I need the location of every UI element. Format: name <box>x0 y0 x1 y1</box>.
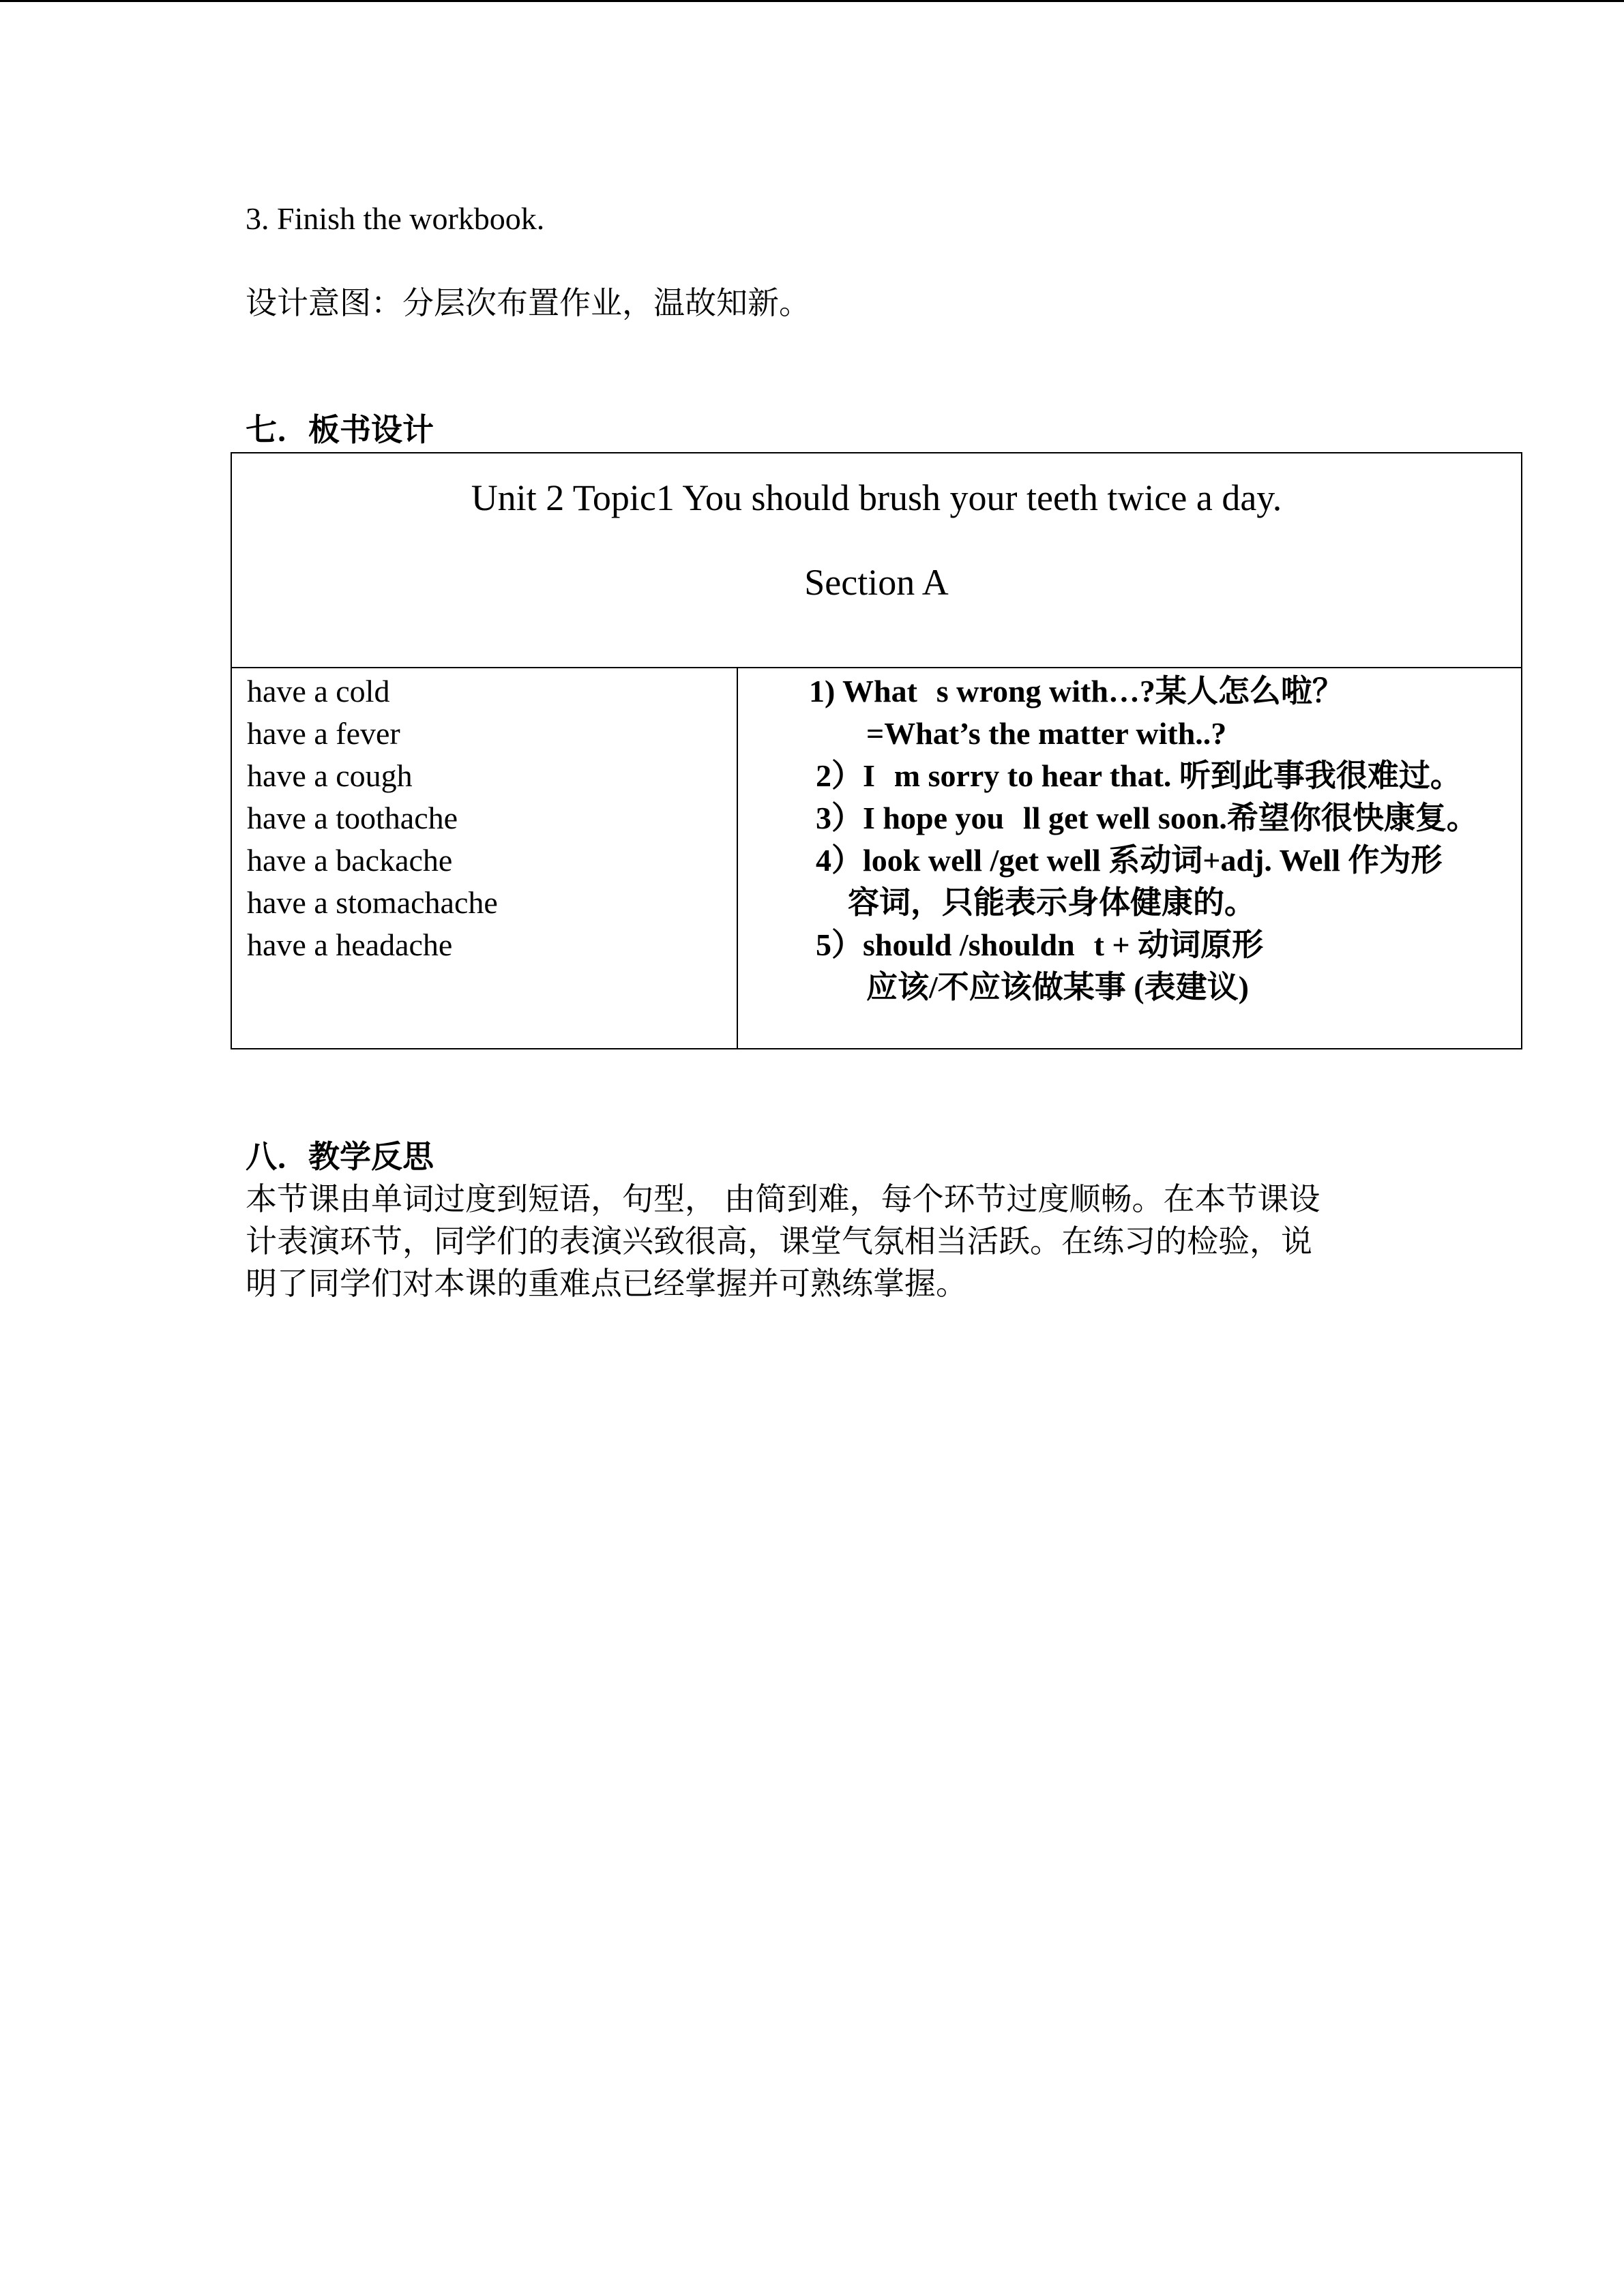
blackboard-heading: 七．板书设计 <box>246 413 434 447</box>
key-point-5: 5）should /shouldnt + 动词原形 <box>816 927 1264 962</box>
board-section: Section A <box>804 562 949 603</box>
reflection-heading: 八．教学反思 <box>246 1139 434 1174</box>
phrase-item: have a backache <box>247 843 453 878</box>
reflection-line: 本节课由单词过度到短语，句型， 由简到难，每个环节过度顺畅。在本节课设 <box>246 1182 1320 1217</box>
design-intent: 设计意图：分层次布置作业，温故知新。 <box>246 286 810 320</box>
key-point-3: 3）I hope youll get well soon.希望你很快康复。 <box>816 801 1478 835</box>
phrase-item: have a cough <box>247 758 413 793</box>
homework-item-3: 3. Finish the workbook. <box>246 201 545 236</box>
key-point-4-cont: 容词，只能表示身体健康的。 <box>848 885 1256 920</box>
board-row-divider <box>232 667 1521 668</box>
board-title: Unit 2 Topic1 You should brush your teeth twice a day. <box>471 477 1282 518</box>
reflection-line: 计表演环节，同学们的表演兴致很高，课堂气氛相当活跃。在练习的检验，说 <box>246 1224 1312 1259</box>
page-top-border <box>0 0 1624 2</box>
phrase-item: have a fever <box>247 716 400 751</box>
key-point-2: 2）Im sorry to hear that. 听到此事我很难过。 <box>816 758 1462 793</box>
key-point-5-cont: 应该/不应该做某事 (表建议) <box>866 970 1249 1004</box>
reflection-line: 明了同学们对本课的重难点已经掌握并可熟练掌握。 <box>246 1266 967 1301</box>
key-point-4: 4）look well /get well 系动词+adj. Well 作为形 <box>816 843 1443 878</box>
board-column-divider <box>737 667 738 1048</box>
phrase-item: have a stomachache <box>247 885 498 920</box>
key-point-1-alt: =What’s the matter with..? <box>866 716 1227 751</box>
phrase-item: have a toothache <box>247 801 458 835</box>
phrase-item: have a headache <box>247 927 453 962</box>
board-frame <box>231 452 1522 1049</box>
key-point-1: 1) Whats wrong with…?某人怎么啦？ <box>809 674 1344 709</box>
phrase-item: have a cold <box>247 674 390 709</box>
